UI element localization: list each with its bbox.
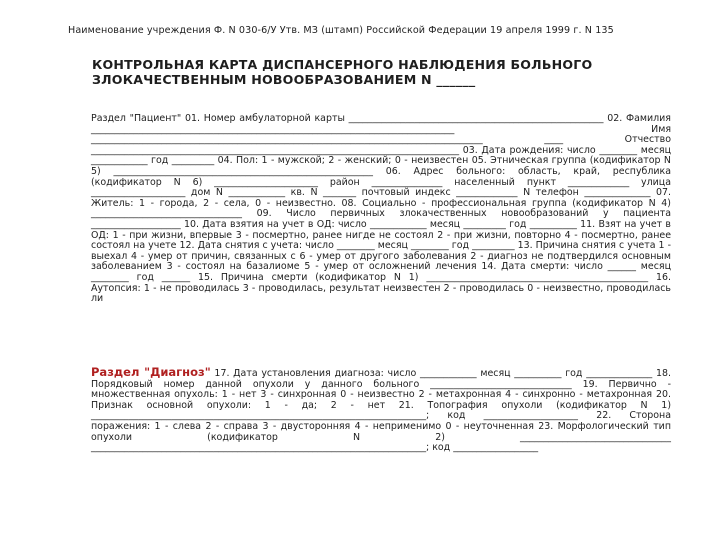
section-diagnosis	[91, 367, 671, 454]
section-diagnosis-text: 17. Дата установления диагноза: число ____________ месяц __________ год ______________ 18. Порядковый номер данной опухоли у данного больного ______________________________ 19. Первично - множественная опухоль: 1 - нет 3 - синхронная 0 - неизвестно 2 - метахронная 4 - синхронно - метахронная 20. Признак основной опухоли: 1 - да; 2 - нет 21. Топография опухоли (кодификатор N 1) _______________________________________________________________________; код ____________________ 22. Сторона поражения: 1 - слева 2 - справа 3 - двусторонняя 4 - неприменимо 0 - неуточненная 23. Морфологический тип опухоли (кодификатор N 2) ________________________________ _______________________________________________________________________; код __________________	[91, 368, 671, 454]
section-diagnosis-label: Раздел "Диагноз"	[91, 365, 211, 379]
section-patient: Раздел "Пациент" 01. Номер амбулаторной карты ______________________________________________________ 02. Фамилия _____________________________________________________________________________ Имя ___________________________________________________________________________________ ____ Отчество ______________________________________________________________________________ 03. Дата рождения: число ________ месяц ____________ год _________ 04. Пол: 1 - мужской; 2 - женский; 0 - неизвестен 05. Этническая группа (кодификатор N 5) _______________________________________________________ 06. Адрес больного: область, край, республика (кодификатор N 6) ______________________ район _______________ населенный пункт _____________ улица ____________________ дом N ____________ кв. N _______ почтовый индекс _____________ N телефон ______________ 07. Житель: 1 - города, 2 - села, 0 - неизвестно. 08. Социально - профессиональная группа (кодификатор N 4) ________________________________ 09. Число первичных злокачественных новообразований у пациента ___________________ 10. Дата взятия на учет в ОД: число ____________ месяц _________ год __________ 11. Взят на учет в ОД: 1 - при жизни, впервые 3 - посмертно, ранее нигде не состоял 2 - при жизни, повторно 4 - посмертно, ранее состоял на учете 12. Дата снятия с учета: число ________ месяц ________ год _________ 13. Причина снятия с учета 1 - выехал 4 - умер от причин, связанных с 6 - умер от другого заболевания 2 - диагноз не подтвердился основным заболеванием 3 - состоял на базалиоме 5 - умер от осложнений лечения 14. Дата смерти: число ______ месяц ________ год ______ 15. Причина смерти (кодификатор N 1) _______________________________________________ 16. Аутопсия: 1 - не проводилась 3 - проводилась, результат неизвестен 2 - проводилась 0 - неизвестно, проводилась ли	[91, 113, 671, 305]
document-title: КОНТРОЛЬНАЯ КАРТА ДИСПАНСЕРНОГО НАБЛЮДЕНИЯ БОЛЬНОГО ЗЛОКАЧЕСТВЕННЫМ НОВООБРАЗОВАНИЕМ N ______	[92, 57, 593, 87]
institution-header: Наименование учреждения Ф. N 030-6/У Утв. МЗ (штамп) Российской Федерации 19 апреля 1999 г. N 135	[68, 25, 614, 36]
